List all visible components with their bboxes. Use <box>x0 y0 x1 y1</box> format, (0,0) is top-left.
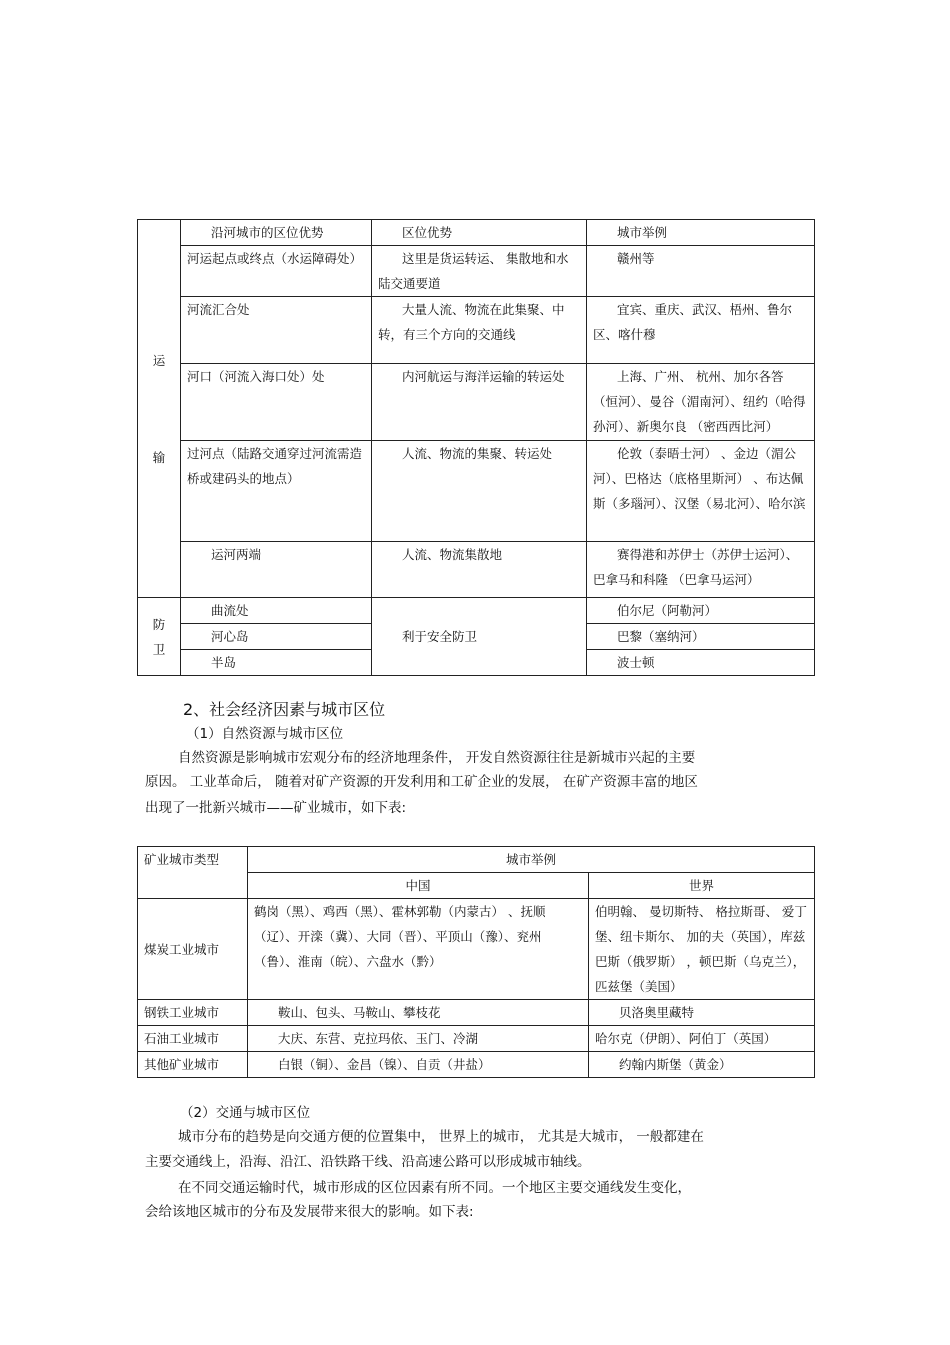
row-examples: 伦敦（泰晤士河） 、金边（湄公河）、巴格达（底格里斯河） 、布达佩斯（多瑙河）、汉堡（易北河）、哈尔滨 <box>587 441 815 542</box>
defense-char-1: 防 <box>152 616 166 632</box>
row-examples: 上海、广州、 杭州、加尔各答（恒河）、曼谷（湄南河）、纽约（哈得孙河）、新奥尔良 （密西西比河） <box>587 364 815 441</box>
paragraph-3-line-2: 会给该地区城市的分布及发展带来很大的影响。如下表: <box>145 1204 474 1220</box>
row-world: 约翰内斯堡（黄金） <box>589 1052 815 1078</box>
defense-location: 曲流处 <box>181 598 372 624</box>
defense-char-2: 卫 <box>152 641 166 657</box>
row-location: 河流汇合处 <box>181 297 372 364</box>
table-row <box>138 899 815 1000</box>
row-world: 伯明翰、 曼切斯特、 格拉斯哥、 爱丁堡、纽卡斯尔、 加的夫（英国），库兹巴斯（俄罗斯） ，顿巴斯（乌克兰），匹兹堡（美国） <box>589 899 815 1000</box>
river-city-table <box>137 219 815 676</box>
header-examples: 城市举例 <box>587 220 815 246</box>
header-type: 矿业城市类型 <box>138 847 248 899</box>
row-location: 河口（河流入海口处）处 <box>181 364 372 441</box>
row-china: 大庆、东营、克拉玛依、玉门、冷湖 <box>248 1026 589 1052</box>
row-examples: 赣州等 <box>587 246 815 297</box>
row-examples: 宜宾、重庆、武汉、梧州、鲁尔区、喀什穆 <box>587 297 815 364</box>
paragraph-1-line-3: 出现了一批新兴城市——矿业城市，如下表: <box>145 800 407 816</box>
table-row <box>138 246 815 297</box>
subsection-heading-2: （2）交通与城市区位 <box>180 1105 311 1121</box>
defense-location: 河心岛 <box>181 624 372 650</box>
row-advantage: 大量人流、物流在此集聚、中转，有三个方向的交通线 <box>372 297 587 364</box>
header-advantage: 区位优势 <box>372 220 587 246</box>
row-china: 白银（铜）、金昌（镍）、自贡（井盐） <box>248 1052 589 1078</box>
header-world: 世界 <box>589 873 815 899</box>
row-location: 河运起点或终点（水运障碍处） <box>181 246 372 297</box>
table-row <box>138 297 815 364</box>
row-location: 过河点（陆路交通穿过河流需造桥或建码头的地点） <box>181 441 372 542</box>
table-row <box>138 598 815 624</box>
transport-char-1: 运 <box>152 352 166 368</box>
table-row <box>138 1026 815 1052</box>
table-row <box>138 1000 815 1026</box>
paragraph-2-line-1: 城市分布的趋势是向交通方便的位置集中， 世界上的城市， 尤其是大城市， 一般都建在 <box>178 1129 704 1145</box>
defense-examples: 巴黎（塞纳河） <box>587 624 815 650</box>
defense-group-cell <box>138 598 181 676</box>
row-advantage: 内河航运与海洋运输的转运处 <box>372 364 587 441</box>
defense-location: 半岛 <box>181 650 372 676</box>
row-advantage: 这里是货运转运、 集散地和水陆交通要道 <box>372 246 587 297</box>
row-advantage: 人流、物流集散地 <box>372 542 587 598</box>
defense-examples: 波士顿 <box>587 650 815 676</box>
header-location: 沿河城市的区位优势 <box>181 220 372 246</box>
transport-char-2: 输 <box>152 449 166 465</box>
table-row <box>138 220 815 246</box>
table-row <box>138 1052 815 1078</box>
paragraph-3-line-1: 在不同交通运输时代，城市形成的区位因素有所不同。一个地区主要交通线发生变化， <box>178 1180 691 1196</box>
row-type: 钢铁工业城市 <box>138 1000 248 1026</box>
table-row <box>138 441 815 542</box>
section-heading: 2、社会经济因素与城市区位 <box>183 700 386 719</box>
defense-advantage: 利于安全防卫 <box>372 598 587 676</box>
row-advantage: 人流、物流的集聚、转运处 <box>372 441 587 542</box>
row-type: 石油工业城市 <box>138 1026 248 1052</box>
subsection-heading-1: （1）自然资源与城市区位 <box>186 726 344 742</box>
defense-examples: 伯尔尼（阿勒河） <box>587 598 815 624</box>
row-china: 鹤岗（黑）、鸡西（黑）、霍林郭勒（内蒙古） 、抚顺（辽）、开滦（冀）、大同（晋）、平顶山（豫）、兖州（鲁）、淮南（皖）、六盘水（黔） <box>248 899 589 1000</box>
row-type: 煤炭工业城市 <box>138 899 248 1000</box>
table-row <box>138 542 815 598</box>
table-row <box>138 847 815 873</box>
mining-city-table <box>137 846 815 1078</box>
table-row <box>138 364 815 441</box>
paragraph-1-line-2: 原因。 工业革命后， 随着对矿产资源的开发利用和工矿企业的发展， 在矿产资源丰富的地区 <box>145 774 698 790</box>
header-examples: 城市举例 <box>248 847 815 873</box>
row-type: 其他矿业城市 <box>138 1052 248 1078</box>
row-world: 哈尔克（伊朗）、阿伯丁（英国） <box>589 1026 815 1052</box>
paragraph-1-line-1: 自然资源是影响城市宏观分布的经济地理条件， 开发自然资源往往是新城市兴起的主要 <box>178 750 696 766</box>
paragraph-2-line-2: 主要交通线上，沿海、沿江、沿铁路干线、沿高速公路可以形成城市轴线。 <box>145 1154 591 1170</box>
row-china: 鞍山、包头、马鞍山、攀枝花 <box>248 1000 589 1026</box>
row-world: 贝洛奥里藏特 <box>589 1000 815 1026</box>
row-examples: 赛得港和苏伊士（苏伊士运河）、巴拿马和科隆 （巴拿马运河） <box>587 542 815 598</box>
row-location: 运河两端 <box>181 542 372 598</box>
transport-group-cell <box>138 220 181 598</box>
header-china: 中国 <box>248 873 589 899</box>
